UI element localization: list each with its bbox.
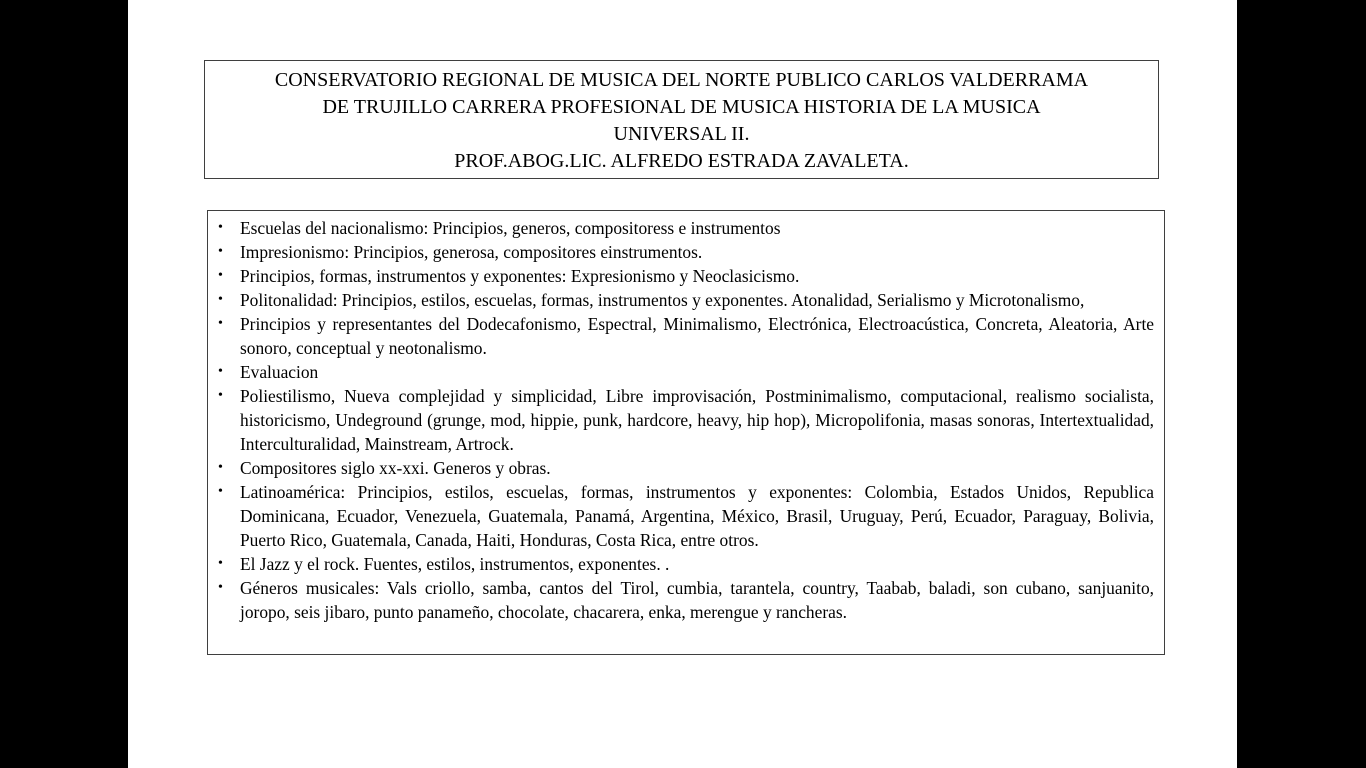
list-item-text: El Jazz y el rock. Fuentes, estilos, instrumentos, exponentes. .	[240, 554, 670, 574]
list-item-text: Evaluacion	[240, 362, 319, 382]
list-item-text: Poliestilismo, Nueva complejidad y simplicidad, Libre improvisación, Postminimalismo, computacional, realismo socialista, historicismo, Undeground (grunge, mod, hippie, punk, hardcore, heavy, hip hop), Micropolifonia, masas sonoras, Intertextualidad, Interculturalidad, Mainstream, Artrock.	[240, 386, 1154, 454]
bullet-icon: •	[218, 556, 223, 571]
bullet-icon: •	[218, 388, 223, 403]
list-item	[208, 480, 1154, 552]
list-item-text: Géneros musicales: Vals criollo, samba, cantos del Tirol, cumbia, tarantela, country, Taabab, baladi, son cubano, sanjuanito, joropo, seis jibaro, punto panameño, chocolate, chacarera, enka, merengue y rancheras.	[240, 578, 1154, 622]
title-line: CONSERVATORIO REGIONAL DE MUSICA DEL NORTE PUBLICO CARLOS VALDERRAMA	[274, 69, 1089, 91]
title-line: PROF.ABOG.LIC. ALFREDO ESTRADA ZAVALETA.	[454, 150, 909, 172]
bullet-icon: •	[218, 484, 223, 499]
list-item	[208, 552, 1154, 576]
bullet-icon: •	[218, 316, 223, 331]
list-item	[208, 216, 1154, 240]
topic-list	[208, 216, 1154, 624]
list-item-text: Principios y representantes del Dodecafonismo, Espectral, Minimalismo, Electrónica, Electroacústica, Concreta, Aleatoria, Arte sonoro, conceptual y neotonalismo.	[240, 314, 1154, 358]
bullet-icon: •	[218, 244, 223, 259]
list-item	[208, 240, 1154, 264]
bullet-icon: •	[218, 364, 223, 379]
list-item	[208, 288, 1154, 312]
list-item-text: Compositores siglo xx-xxi. Generos y obras.	[240, 458, 551, 478]
bullet-icon: •	[218, 220, 223, 235]
list-item	[208, 384, 1154, 456]
list-item	[208, 456, 1154, 480]
list-item-text: Politonalidad: Principios, estilos, escuelas, formas, instrumentos y exponentes. Atonalidad, Serialismo y Microtonalismo,	[240, 290, 1085, 310]
list-item	[208, 576, 1154, 624]
list-item-text: Impresionismo: Principios, generosa, compositores einstrumentos.	[240, 242, 703, 262]
title-line: DE TRUJILLO CARRERA PROFESIONAL DE MUSICA HISTORIA DE LA MUSICA	[322, 96, 1041, 118]
title-box	[204, 60, 1159, 179]
list-item-text: Principios, formas, instrumentos y exponentes: Expresionismo y Neoclasicismo.	[240, 266, 800, 286]
title-line: UNIVERSAL II.	[613, 123, 750, 145]
bullet-icon: •	[218, 268, 223, 283]
list-item-text: Latinoamérica: Principios, estilos, escuelas, formas, instrumentos y exponentes: Colombia, Estados Unidos, Republica Dominicana, Ecuador, Venezuela, Guatemala, Panamá, Argentina, México, Brasil, Uruguay, Perú, Ecuador, Paraguay, Bolivia, Puerto Rico, Guatemala, Canada, Haiti, Honduras, Costa Rica, entre otros.	[240, 482, 1154, 550]
bullet-icon: •	[218, 460, 223, 475]
list-item	[208, 360, 1154, 384]
bullet-icon: •	[218, 580, 223, 595]
list-item-text: Escuelas del nacionalismo: Principios, generos, compositoress e instrumentos	[240, 218, 781, 238]
bullet-icon: •	[218, 292, 223, 307]
content-box	[207, 210, 1165, 655]
list-item	[208, 312, 1154, 360]
list-item	[208, 264, 1154, 288]
slide	[128, 0, 1237, 768]
